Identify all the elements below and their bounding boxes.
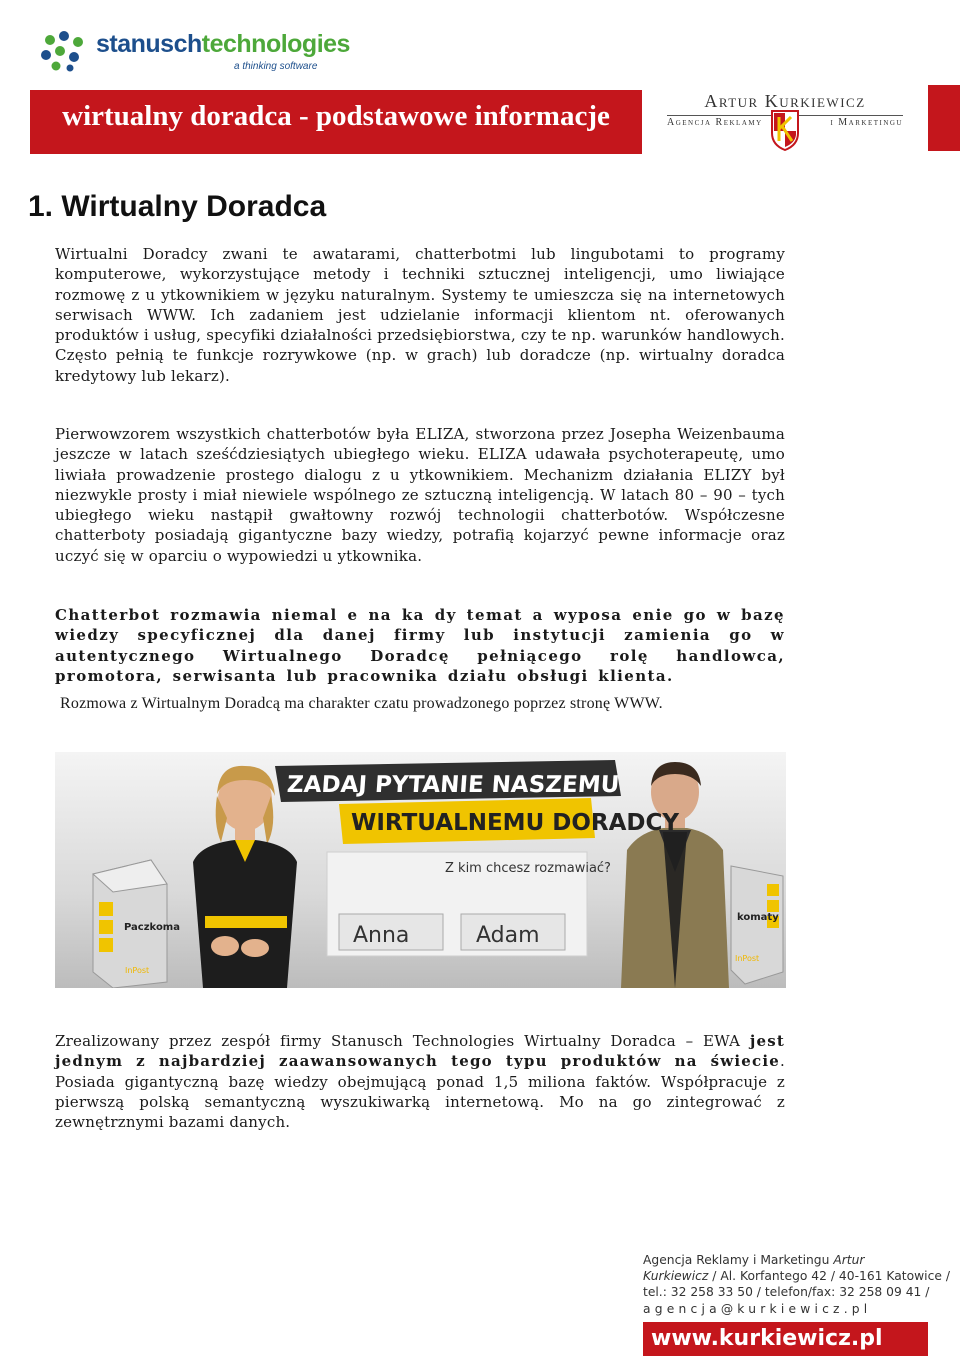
footer-address: / Al. Korfantego 42 / 40-161 Katowice / [708,1269,950,1284]
agency-shield-icon [770,109,800,151]
header-band [30,90,642,154]
logo-wordmark-part1: stanusch [96,30,202,58]
banner-option-anna[interactable]: Anna [353,923,410,948]
paragraph-ewa-bold: jest jednym z najbardziej zaawansowanych tego typu produktów na świecie [55,1032,786,1071]
footer-name-last: Kurkiewicz [643,1269,709,1284]
footer-phone: tel.: 32 258 33 50 / telefon/fax: 32 258 09 41 / [643,1285,930,1300]
footer-agency-label: Agencja Reklamy i Marketingu [643,1253,830,1267]
section-heading: 1. Wirtualny Doradca [28,190,327,223]
stanusch-logo [38,28,350,76]
footer-name-first: Artur [833,1253,865,1267]
banner-question: Z kim chcesz rozmawiać? [445,861,611,876]
kiosk-left-label: Paczkoma [124,922,180,933]
paragraph-intro: Wirtualni Doradcy zwani te awatarami, chatterbotmi lub lingubotami to programy komputerowe, wykorzystujące metody i techniki sztucznej inteligencji, umo liwiające rozmowę z u ytkownikiem w języku naturalnym. Systemy te umieszcza się na internetowych serwisach WWW. Ich zadaniem jest udzielanie informacji klientom nt. oferowanych produktów i usług, specyfiki działalności przedsiębiorstwa, czy te np. warunków handlowych. Często pełnią te funkcje rozrywkowe (np. w grach) lub doradcze (np. wirtualny doradca kredytowy lub lekarz). [55,245,785,385]
agency-sub-right: i Marketingu [830,117,903,128]
paragraph-chat-note: Rozmowa z Wirtualnym Doradcą ma charakter czatu prowadzonego poprzez stronę WWW. [60,695,663,712]
footer-email[interactable]: agencja@kurkiewicz.pl [643,1301,872,1316]
avatar-adam-icon [621,762,729,988]
paragraph-ewa-end: . Posiada gigantyczną bazę wiedzy obejmującą ponad 1,5 miliona faktów. Współpracuje z pierwszą polską semantyczną wyszukiwarką internetową. Mo na go zintegrować z zewnętrznymi bazami danych. [55,1052,785,1132]
stanusch-logo-mark-icon [38,28,90,72]
footer-line-1 [643,1252,928,1268]
logo-tagline: a thinking software [234,61,318,72]
footer-website-link[interactable]: www.kurkiewicz.pl [643,1322,928,1356]
footer-contact [643,1252,950,1317]
logo-wordmark-part2: technologies [201,30,350,58]
paragraph-ewa-start: Zrealizowany przez zespół firmy Stanusch Technologies Wirtualny Doradca – EWA [55,1032,741,1050]
kiosk-right-brand: InPost [735,954,760,963]
kiosk-right-label: komaty [737,912,779,923]
header-band-right [928,85,960,151]
paragraph-highlight: Chatterbot rozmawia niemal e na ka dy temat a wyposa enie go w bazę wiedzy specyficznej dla danej firmy lub instytucji zamienia go w autentycznego Wirtualnego Doradcę pełniącego rolę handlowca, promotora, serwisanta lub pracownika działu obsługi klienta. [55,606,785,685]
kiosk-right-icon [731,866,783,984]
virtual-advisor-banner [55,752,786,988]
banner-headline-2: WIRTUALNEMU DORADCY [351,810,680,836]
agency-logo [667,91,903,153]
page-title: wirtualny doradca - podstawowe informacje [62,100,610,132]
agency-name: Artur Kurkiewicz [704,91,866,111]
banner-option-adam[interactable]: Adam [476,923,540,948]
paragraph-ewa [55,1031,785,1132]
kiosk-left-brand: InPost [125,966,150,975]
logo-wordmark [96,30,350,59]
paragraph-history: Pierwowzorem wszystkich chatterbotów była ELIZA, stworzona przez Josepha Weizenbauma jeszcze w latach sześćdziesiątych ubiegłego wieku. ELIZA udawała psychoterapeutę, umo liwiała prowadzenie prostego dialogu z u ytkownikiem. Mechanizm działania ELIZY był niezwykle prosty i miał niewiele wspólnego ze sztuczną inteligencją. W latach 80 – 90 – tych ubiegłego wieku nastąpił gwałtowny rozwój technologii chatterbotów. Współczesne chatterboty posiadają gigantyczne bazy wiedzy, potrafią kojarzyć pewne informacje oraz uczyć się w oparciu o wypowiedzi u ytkownika. [55,425,785,565]
agency-sub-left: Agencja Reklamy [667,117,763,128]
footer-line-2 [643,1268,950,1284]
banner-headline-1: ZADAJ PYTANIE NASZEMU [286,772,621,798]
